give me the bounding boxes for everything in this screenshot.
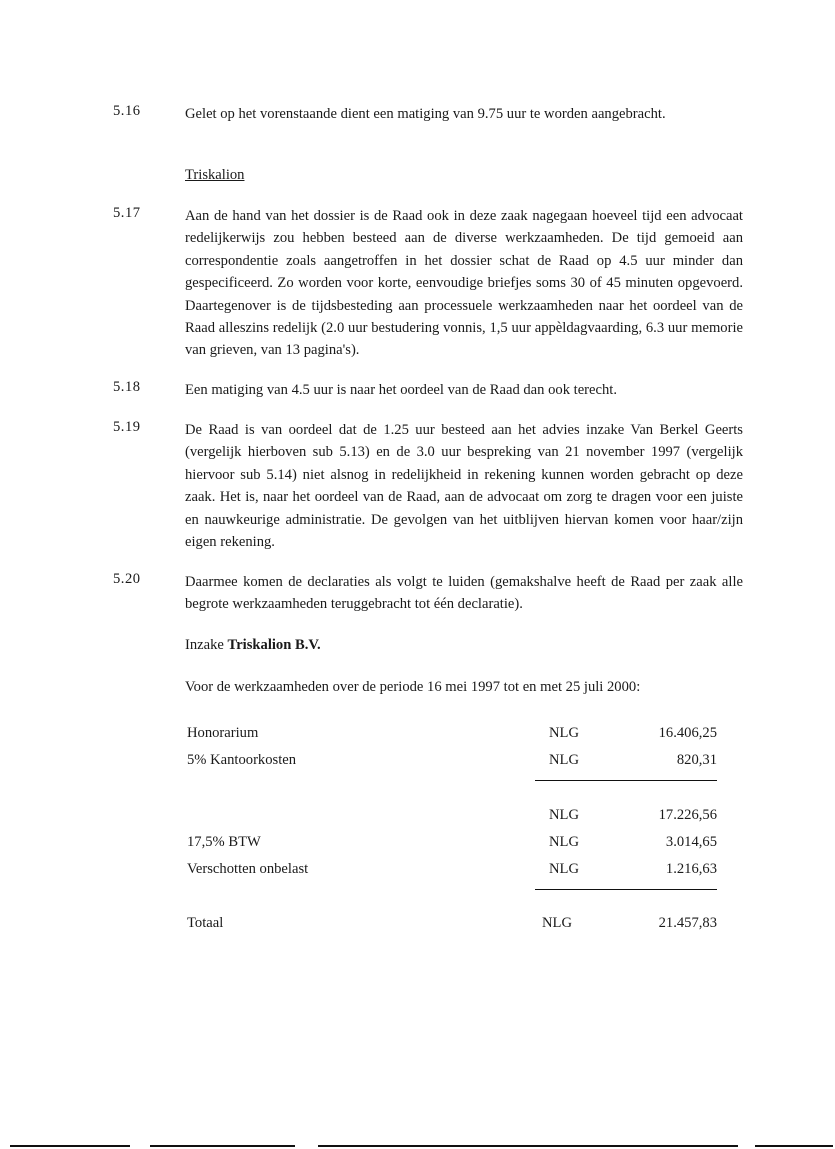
footer-rule	[755, 1145, 833, 1147]
company-name: Triskalion B.V.	[227, 637, 321, 653]
paragraph-text: Daarmee komen de declaraties als volgt te luiden (gemakshalve heeft de Raad per zaak alle begrote werkzaamheden teruggebracht tot één declaratie).	[185, 574, 743, 613]
paragraph-number: 5.17	[113, 205, 141, 221]
invoice-row	[187, 749, 717, 771]
row-label: Honorarium	[187, 725, 259, 741]
row-currency: NLG	[549, 834, 579, 850]
row-amount: 17.226,56	[658, 807, 717, 823]
paragraph-text: Gelet op het vorenstaande dient een matiging van 9.75 uur te worden aangebracht.	[185, 106, 666, 122]
row-label: Verschotten onbelast	[187, 861, 309, 877]
total-currency: NLG	[542, 915, 572, 931]
paragraph-5-18	[113, 379, 743, 401]
invoice-row	[187, 858, 717, 880]
inzake-line	[185, 634, 321, 656]
row-currency: NLG	[549, 752, 579, 768]
row-currency: NLG	[549, 807, 579, 823]
invoice-row-subtotal	[187, 804, 717, 826]
paragraph-text: Aan de hand van het dossier is de Raad ook in deze zaak nagegaan hoeveel tijd een advocaat redelijkerwijs zou hebben besteed aan de diverse werkzaamheden. De tijd gemoeid aan correspondentie zoals aangetroffen in het dossier schat de Raad op 4.5 uur minder dan gespecificeerd. Zo worden voor korte, eenvoudige briefjes soms 30 of 45 minuten opgevoerd. Daartegenover is de tijdsbesteding aan processuele werkzaamheden naar het oordeel van de Raad alleszins redelijk (2.0 uur bestudering vonnis, 1,5 uur appèldagvaarding, 6.3 uur memorie van grieven, van 13 pagina's).	[185, 208, 743, 359]
footer-rule	[10, 1145, 130, 1147]
total-label: Totaal	[187, 915, 224, 931]
footer-rule	[150, 1145, 295, 1147]
paragraph-number: 5.20	[113, 571, 141, 587]
row-currency: NLG	[549, 861, 579, 877]
row-amount: 3.014,65	[665, 834, 717, 850]
paragraph-5-16	[113, 103, 743, 125]
paragraph-number: 5.19	[113, 419, 141, 435]
total-rule	[535, 889, 717, 890]
row-amount: 16.406,25	[658, 725, 717, 741]
footer-rule	[318, 1145, 738, 1147]
paragraph-text: Een matiging van 4.5 uur is naar het oordeel van de Raad dan ook terecht.	[185, 382, 617, 398]
paragraph-number: 5.18	[113, 379, 141, 395]
period-text: Voor de werkzaamheden over de periode 16 mei 1997 tot en met 25 juli 2000:	[185, 679, 641, 695]
row-currency: NLG	[549, 725, 579, 741]
subtotal-rule	[535, 780, 717, 781]
invoice-row	[187, 722, 717, 744]
row-amount: 1.216,63	[665, 861, 717, 877]
row-label: 5% Kantoorkosten	[187, 752, 297, 768]
row-label: 17,5% BTW	[187, 834, 261, 850]
inzake-prefix: Inzake	[185, 637, 228, 653]
paragraph-5-19	[113, 419, 743, 553]
paragraph-text: De Raad is van oordeel dat de 1.25 uur besteed aan het advies inzake Van Berkel Geerts (vergelijk hierboven sub 5.13) en de 3.0 uur bespreking van 21 november 1997 (vergelijk hiervoor sub 5.14) niet alsnog in redelijkheid in rekening kunnen worden gebracht op deze zaak. Het is, naar het oordeel van de Raad, aan de advocaat om zorg te dragen voor een juiste en nauwkeurige administratie. De gevolgen van het uitblijven hiervan komen voor haar/zijn eigen rekening.	[185, 422, 743, 551]
paragraph-5-17	[113, 205, 743, 362]
row-amount: 820,31	[676, 752, 717, 768]
section-heading: Triskalion	[185, 167, 245, 183]
invoice-row	[187, 831, 717, 853]
invoice-row-total	[187, 912, 717, 934]
paragraph-5-20	[113, 571, 743, 616]
total-amount: 21.457,83	[658, 915, 717, 931]
paragraph-number: 5.16	[113, 103, 141, 119]
